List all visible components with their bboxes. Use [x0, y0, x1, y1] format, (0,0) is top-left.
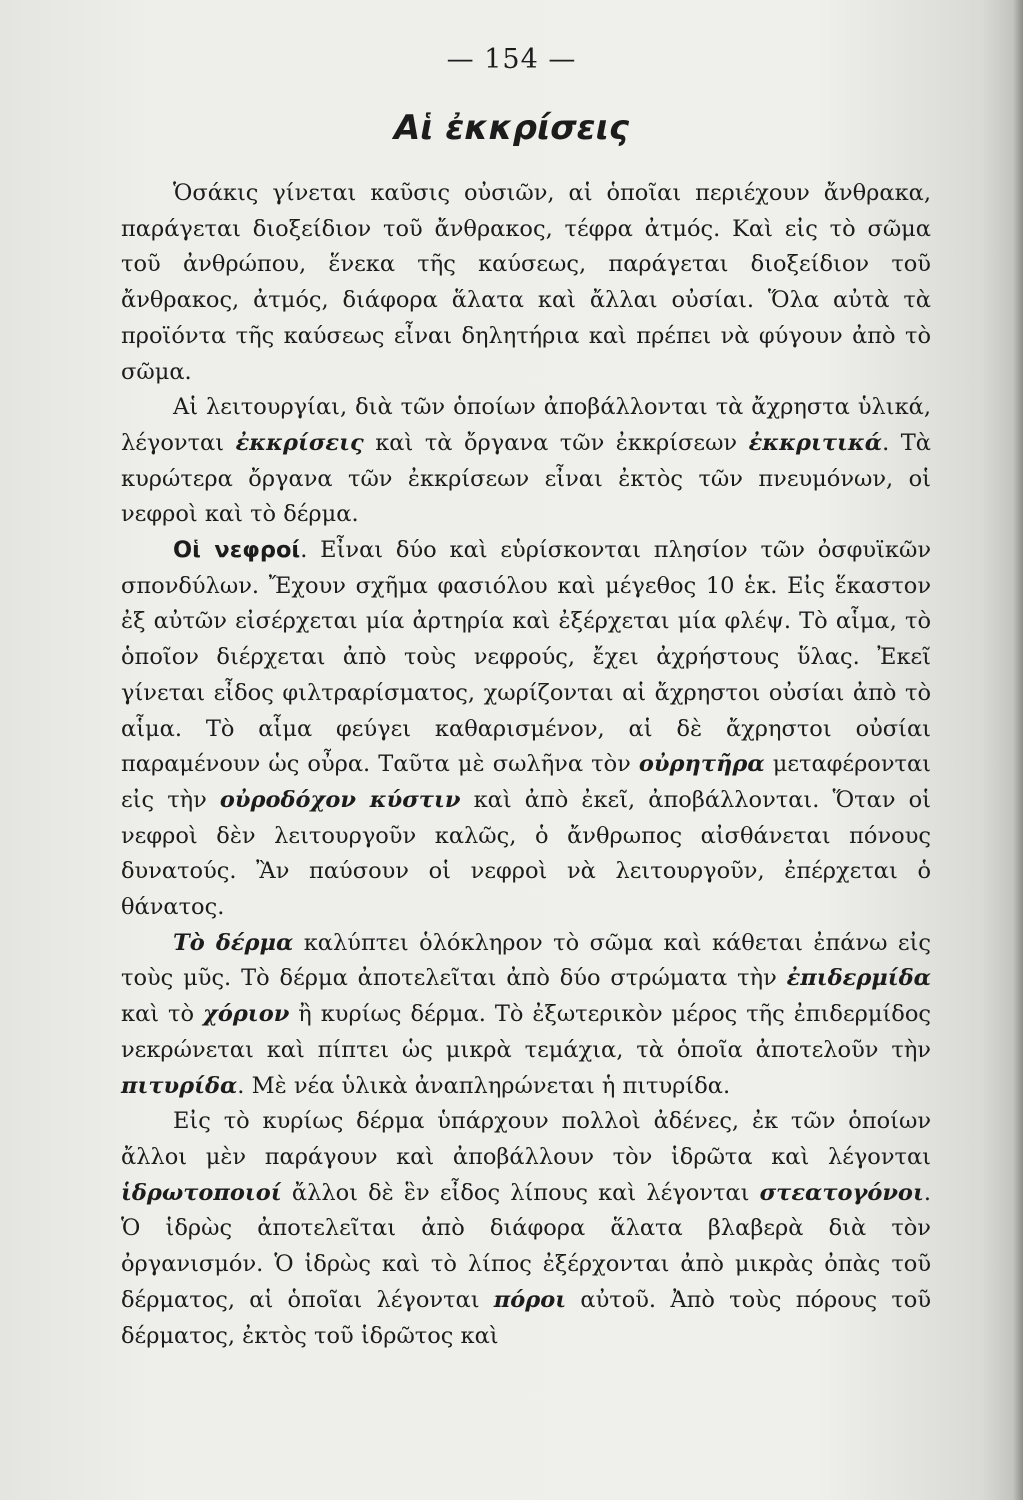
emphasized-term: οὐρητῆρα [638, 751, 765, 778]
emphasized-term: ἐπιδερμίδα [786, 965, 931, 992]
paragraph [121, 533, 931, 926]
text-run: μεταφέρονται εἰς τὴν [121, 751, 931, 813]
text-run: ἢ κυρίως δέρμα. Τὸ ἐξωτερικὸν μέρος τῆς ἐπιδερμίδος νεκρώνεται καὶ πίπτει ὡς μικρὰ τεμάχια, τὰ ὁποῖα ἀποτελοῦν τὴν [121, 1001, 931, 1063]
emphasized-term: πιτυρίδα [121, 1072, 238, 1099]
paragraph [121, 926, 931, 1105]
emphasized-term: χόριον [203, 1001, 290, 1028]
text-run: . Ὁ ἱδρὼς ἀποτελεῖται ἀπὸ διάφορα ἅλατα βλαβερὰ διὰ τὸν ὀργανισμόν. Ὁ ἱδρὼς καὶ τὸ λίπος ἐξέρχονται ἀπὸ μικρὰς ὀπὰς τοῦ δέρματος, αἱ ὁποῖαι λέγονται [121, 1179, 931, 1313]
text-run: καὶ ἀπὸ ἐκεῖ, ἀποβάλλονται. Ὅταν οἱ νεφροὶ δὲν λειτουργοῦν καλῶς, ὁ ἄνθρωπος αἰσθάνεται πόνους δυνατούς. Ἂν παύσουν οἱ νεφροὶ νὰ λειτουργοῦν, ἐπέρχεται ὁ θάνατος. [121, 786, 931, 921]
emphasized-term: στεατογόνοι [759, 1179, 924, 1206]
text-run: ἄλλοι δὲ ἓν εἶδος λίπους καὶ λέγονται [281, 1179, 760, 1206]
emphasized-term: ἐκκρίσεις [235, 429, 364, 456]
text-run: αὐτοῦ. Ἀπὸ τοὺς πόρους τοῦ δέρματος, ἐκτὸς τοῦ ἱδρῶτος καὶ [121, 1286, 932, 1349]
text-run: Αἱ λειτουργίαι, διὰ τῶν ὁποίων ἀποβάλλονται τὰ ἄχρηστα ὑλικά, λέγονται [121, 394, 931, 456]
text-run: Ὁσάκις γίνεται καῦσις οὐσιῶν, αἱ ὁποῖαι περιέχουν ἄνθρακα, παράγεται διοξείδιον τοῦ ἄνθρακος, τέφρα ἀτμός. Καὶ εἰς τὸ σῶμα τοῦ ἀνθρώπου, ἕνεκα τῆς καύσεως, παράγεται διοξείδιον τοῦ ἄνθρακος, ἀτμός, διάφορα ἅλατα καὶ ἄλλαι οὐσίαι. Ὅλα αὐτὰ τὰ προϊόντα τῆς καύσεως εἶναι δηλητήρια καὶ πρέπει νὰ φύγουν ἀπὸ τὸ σῶμα. [121, 180, 931, 385]
text-run: καὶ τὰ ὄργανα τῶν ἐκκρίσεων [363, 429, 749, 456]
text-run: . Τὰ κυρώτερα ὄργανα τῶν ἐκκρίσεων εἶναι ἐκτὸς τῶν πνευμόνων, οἱ νεφροὶ καὶ τὸ δέρμα. [121, 429, 931, 528]
emphasized-term: ἐκκριτικά [748, 429, 883, 456]
text-run: καὶ τὸ [121, 1001, 204, 1028]
emphasized-term: πόροι [493, 1286, 567, 1313]
text-run: . Εἶναι δύο καὶ εὑρίσκονται πλησίον τῶν ὀσφυϊκῶν σπονδύλων. Ἔχουν σχῆμα φασιόλου καὶ μέγεθος 10 ἑκ. Εἰς ἕκαστον ἐξ αὐτῶν εἰσέρχεται μία ἀρτηρία καὶ ἐξέρχεται μία φλέψ. Τὸ αἷμα, τὸ ὁποῖον διέρχεται ἀπὸ τοὺς νεφρούς, ἔχει ἀχρήστους ὕλας. Ἐκεῖ γίνεται εἶδος φιλτραρίσματος, χωρίζονται αἱ ἄχρηστοι οὐσίαι ἀπὸ τὸ αἷμα. Τὸ αἷμα φεύγει καθαρισμένον, αἱ δὲ ἄχρηστοι οὐσίαι παραμένουν ὡς οὖρα. Ταῦτα μὲ σωλῆνα τὸν [121, 537, 932, 778]
paragraph [121, 176, 931, 390]
emphasized-term: ἱδρωτοποιοί [121, 1179, 282, 1206]
page-edge-shadow [1013, 0, 1023, 1500]
paragraph [121, 1104, 931, 1354]
emphasized-term: Οἱ νεφροί [173, 537, 301, 564]
text-run: καλύπτει ὁλόκληρον τὸ σῶμα καὶ κάθεται ἐπάνω εἰς τοὺς μῦς. Τὸ δέρμα ἀποτελεῖται ἀπὸ δύο στρώματα τὴν [121, 929, 932, 992]
text-run: Εἰς τὸ κυρίως δέρμα ὑπάρχουν πολλοὶ ἀδένες, ἐκ τῶν ὁποίων ἄλλοι μὲν παράγουν καὶ ἀποβάλλουν τὸν ἱδρῶτα καὶ λέγονται [121, 1108, 931, 1170]
chapter-title: Αἱ ἐκκρίσεις [393, 108, 630, 148]
paragraph [121, 390, 931, 533]
body-text [121, 176, 931, 1354]
page-number: — 154 — [446, 44, 577, 75]
text-run: . Μὲ νέα ὑλικὰ ἀναπληρώνεται ἡ πιτυρίδα. [237, 1072, 731, 1099]
emphasized-term: οὐροδόχον κύστιν [219, 786, 461, 813]
emphasized-term: Τὸ δέρμα [173, 929, 294, 956]
